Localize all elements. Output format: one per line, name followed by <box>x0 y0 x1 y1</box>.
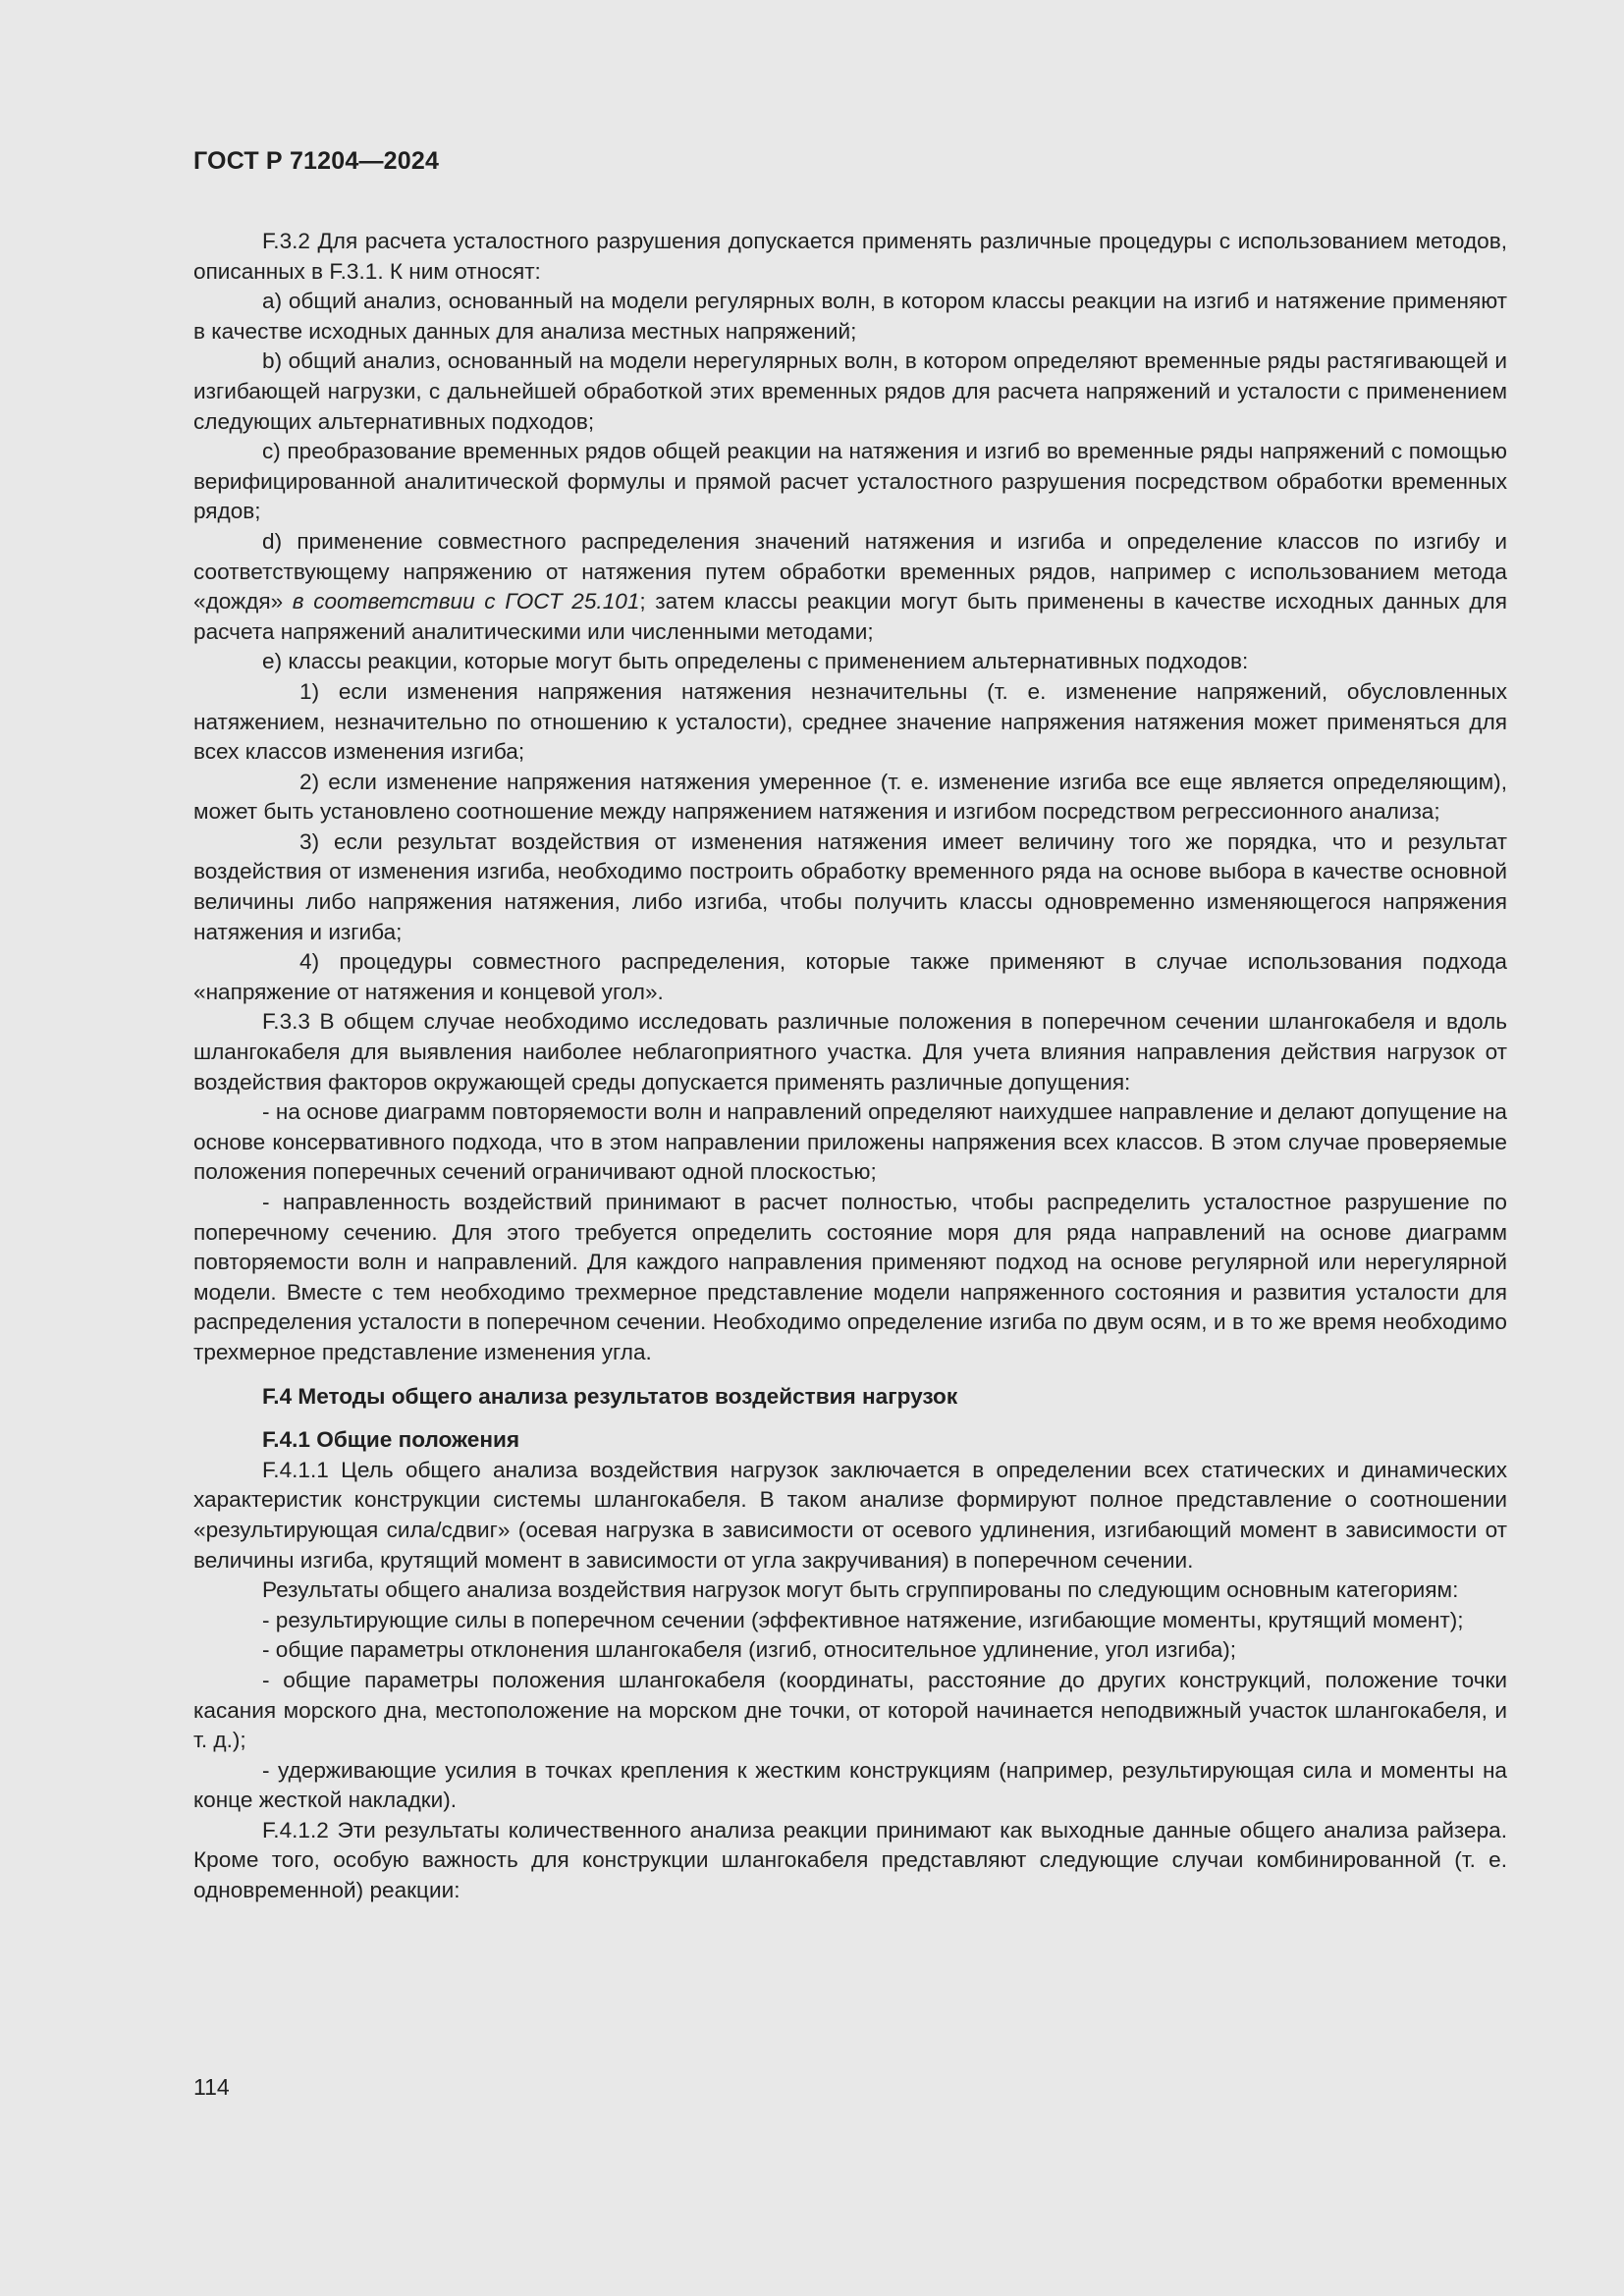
text-run: d) применение совместного распределения значений натяжения и изгиба и определение классов по изгибу и соответствующему напряжению от натяжения путем обработки временных рядов, например с использованием метода «дождя» <box>193 528 1507 614</box>
paragraph: 3) если результат воздействия от изменения натяжения имеет величину того же порядка, что и результат воздействия от изменения изгиба, необходимо построить обработку временного ряда на основе выбора в качестве основной величины либо напряжения натяжения, либо изгиба, чтобы получить классы одновременно изменяющегося напряжения натяжения и изгиба; <box>193 828 1507 944</box>
list-item: - удерживающие усилия в точках крепления к жестким конструкциям (например, результирующая сила и моменты на конце жесткой накладки). <box>193 1757 1507 1813</box>
list-item: - результирующие силы в поперечном сечении (эффективное натяжение, изгибающие моменты, крутящий момент); <box>262 1607 1464 1632</box>
paragraph: 2) если изменение напряжения натяжения умеренное (т. е. изменение изгиба все еще является определяющим), может быть установлено соотношение между напряжением натяжения и изгибом посредством регрессионного анализа; <box>193 769 1507 825</box>
paragraph: 1) если изменения напряжения натяжения незначительны (т. е. изменение напряжений, обусловленных натяжением, незначительно по отношению к усталости), среднее значение напряжения натяжения может применяться для всех классов изменения изгиба; <box>193 678 1507 765</box>
paragraph: F.4.1.1 Цель общего анализа воздействия нагрузок заключается в определении всех статических и динамических характеристик конструкции системы шлангокабеля. В таком анализе формируют полное представление о соотношении «результирующая сила/сдвиг» (осевая нагрузка в зависимости от осевого удлинения, изгибающий момент в зависимости от величины изгиба, крутящий момент в зависимости от угла закручивания) в поперечном сечении. <box>193 1457 1507 1573</box>
paragraph: 4) процедуры совместного распределения, которые также применяют в случае использования подхода «напряжение от натяжения и концевой угол». <box>193 949 1507 1004</box>
list-item: - направленность воздействий принимают в расчет полностью, чтобы распределить усталостное разрушение по поперечному сечению. Для этого требуется определить состояние моря для ряда направлений на основе диаграмм повторяемости волн и направлений. Для каждого направления применяют подход на основе регулярной или нерегулярной модели. Вместе с тем необходимо трехмерное представление модели напряженного состояния и развития усталости для распределения усталости в поперечном сечении. Необходимо определение изгиба по двум осям, и в то же время необходимо трехмерное представление изменения угла. <box>193 1190 1507 1364</box>
paragraph: F.3.2 Для расчета усталостного разрушения допускается применять различные процедуры с использованием методов, описанных в F.3.1. К ним относят: <box>193 229 1507 284</box>
paragraph: F.3.3 В общем случае необходимо исследовать различные положения в поперечном сечении шлангокабеля и вдоль шлангокабеля для выявления наиболее неблагоприятного участка. Для учета влияния направления действия нагрузок от воздействия факторов окружающей среды допускается применять различные допущения: <box>193 1009 1507 1095</box>
paragraph: F.4.1.2 Эти результаты количественного анализа реакции принимают как выходные данные общего анализа райзера. Кроме того, особую важность для конструкции шлангокабеля представляют следующие случаи комбинированной (т. е. одновременной) реакции: <box>193 1817 1507 1903</box>
subsection-heading: F.4.1 Общие положения <box>262 1427 520 1453</box>
page-number: 114 <box>193 2074 230 2100</box>
paragraph: a) общий анализ, основанный на модели регулярных волн, в котором классы реакции на изгиб и натяжение применяют в качестве исходных данных для анализа местных напряжений; <box>193 289 1507 344</box>
list-item: - общие параметры отклонения шлангокабеля (изгиб, относительное удлинение, угол изгиба); <box>262 1637 1237 1663</box>
paragraph: e) классы реакции, которые могут быть определены с применением альтернативных подходов: <box>262 649 1249 674</box>
paragraph <box>193 527 1507 647</box>
standard-reference: в соответствии с ГОСТ 25.101 <box>292 589 640 614</box>
paragraph: c) преобразование временных рядов общей реакции на натяжения и изгиб во временные ряды напряжений с помощью верифицированной аналитической формулы и прямой расчет усталостного разрушения посредством обработки временных рядов; <box>193 439 1507 524</box>
list-item: - на основе диаграмм повторяемости волн и направлений определяют наихудшее направление и делают допущение на основе консервативного подхода, что в этом направлении приложены напряжения всех классов. В этом случае проверяемые положения поперечных сечений ограничивают одной плоскостью; <box>193 1099 1507 1185</box>
list-item: - общие параметры положения шлангокабеля (координаты, расстояние до других конструкций, положение точки касания морского дна, местоположение на морском дне точки, от которой начинается неподвижный участок шлангокабеля, и т. д.); <box>193 1667 1507 1753</box>
text-run: ; затем классы реакции могут быть применены в качестве исходных данных для расчета напряжений аналитическими или численными методами; <box>193 589 1507 644</box>
paragraph: b) общий анализ, основанный на модели нерегулярных волн, в котором определяют временные ряды растягивающей и изгибающей нагрузки, с дальнейшей обработкой этих временных рядов для расчета напряжений и усталости с применением следующих альтернативных подходов; <box>193 348 1507 434</box>
section-heading: F.4 Методы общего анализа результатов воздействия нагрузок <box>262 1383 958 1409</box>
paragraph: Результаты общего анализа воздействия нагрузок могут быть сгруппированы по следующим основным категориям: <box>262 1577 1459 1603</box>
document-body <box>193 227 1507 1906</box>
document-header: ГОСТ Р 71204—2024 <box>193 147 440 175</box>
